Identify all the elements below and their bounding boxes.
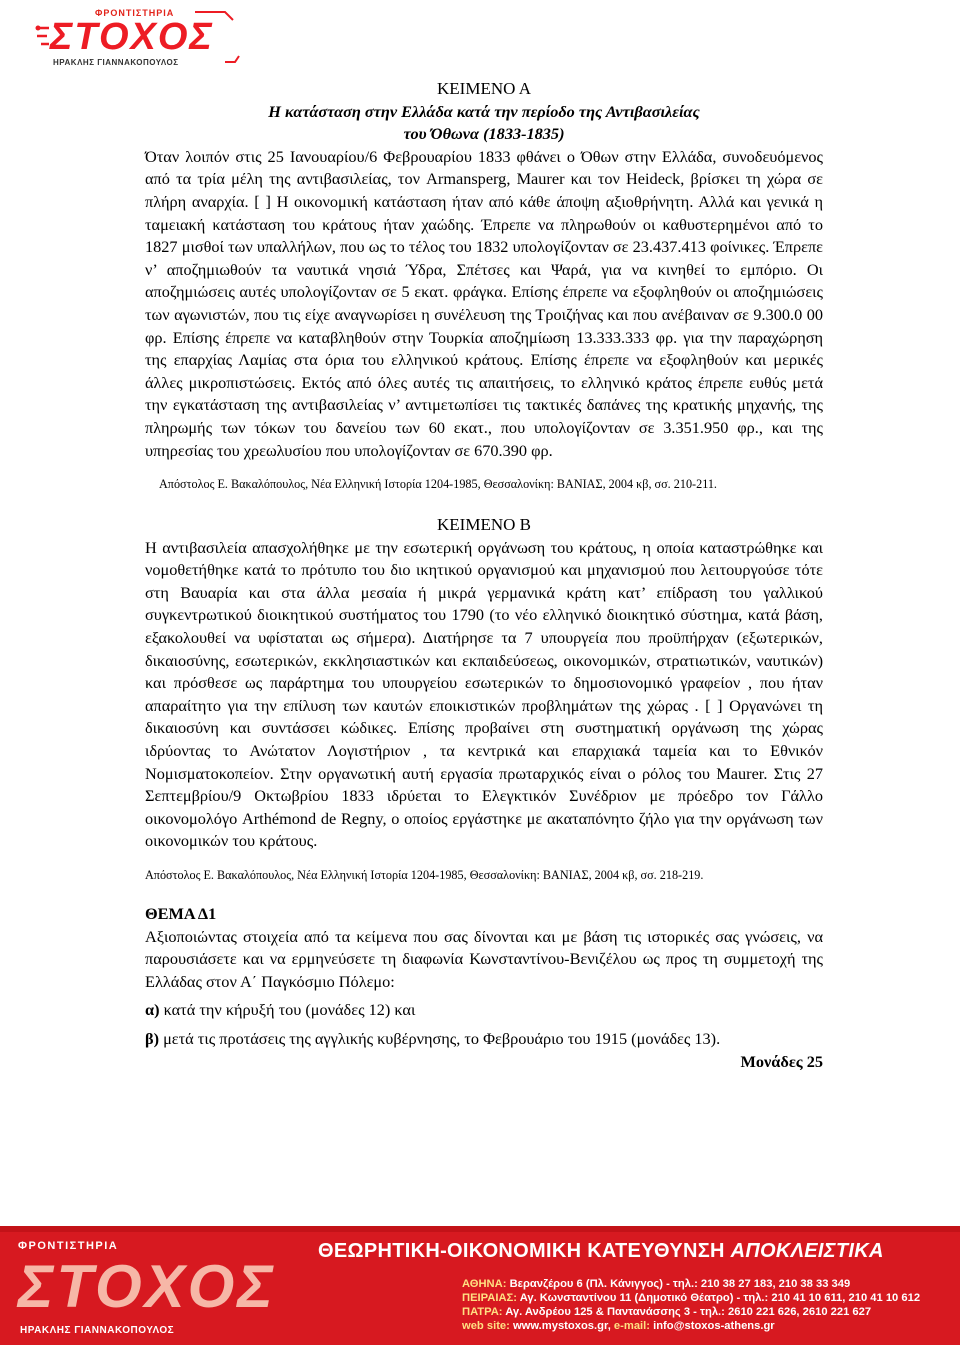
footer-heading-main: ΘΕΩΡΗΤΙΚΗ-ΟΙΚΟΝΟΜΙΚΗ ΚΑΤΕΥΘΥΝΣΗ <box>318 1240 725 1262</box>
text-a-subtitle-line-2: του Όθωνα (1833-1835) <box>403 124 565 144</box>
text-b-title: ΚΕΙΜΕΝΟ Β <box>437 515 531 535</box>
footer-logo-wordmark: ΣΤΟΧΟΣ <box>18 1253 276 1320</box>
logo-tagline: ΦΡΟΝΤΙΣΤΗΡΙΑ <box>95 8 175 18</box>
footer-stripe <box>0 1226 960 1232</box>
question-item-a-label: α) <box>145 1000 160 1020</box>
footer-heading-emphasis: ΑΠΟΚΛΕΙΣΤΙΚΑ <box>730 1240 884 1262</box>
text-a-source: Απόστολος Ε. Βακαλόπουλος, Νέα Ελληνική Ιστορία 1204-1985, Θεσσαλονίκη: ΒΑΝΙΑΣ, 2004 κβ, σσ. 210-211. <box>159 477 717 492</box>
question-points: Μονάδες 25 <box>740 1051 823 1071</box>
text-a-body: Όταν λοιπόν στις 25 Ιανουαρίου/6 Φεβρουαρίου 1833 φθάνει ο Όθων στην Ελλάδα, συνοδευόμενος από τα τρία μέλη της αντιβασιλείας, τον Armansperg, Maurer και τον Heideck, βρίσκει τη χώρα σε πλήρη αναρχία. [ ] Η οικονομική κατάσταση ήταν από κάθε άποψη αξιοθρήνητη. Αλλά και γενικά η ταμειακή κατάσταση του κράτους ήταν χαώδης. Έπρεπε να πληρωθούν οι καθυστερημένοι από το 1827 μισθοί των υπαλλήλων, που ως το τέλος του 1832 υπολογίζονταν σε 23.437.413 φοίνικες. Έπρεπε ν’ αποζημιωθούν τα ναυτικά νησιά Ύδρα, Σπέτσες και Ψαρά, για να κινηθεί το εμπόριο. Οι αποζημιώσεις αυτές υπολογίζονταν σε 5 εκατ. φράγκα. Επίσης έπρεπε να εξοφληθούν οι αποζημιώσεις των αγωνιστών, που τις είχε αναγνωρίσει η συνέλευση της Τροιζήνας και που ανέβαιναν σε 9.300.0 00 φρ. Επίσης έπρεπε να καταβληθούν στην Τουρκία αποζημίωση 13.333.333 φρ. για την παραχώρηση της επαρχίας Λαμίας στα όρια του ελληνικού κράτους. Επίσης έπρεπε να εξοφληθούν και μερικές άλλες μικροπιστώσεις. Εκτός από όλες αυτές τις απαιτήσεις, το ελληνικό κράτος έπρεπε ευθύς μετά την εγκατάσταση της αντιβασιλείας ν’ αντιμετωπίσει τις τακτικές δαπάνες της κρατικής μηχανής, της πληρωμής των τόκων του δανείου των 60 εκατ., που υπολογίζονταν σε 3.351.950 φρ., και της υπηρεσίας του χρεωλυσίου που υπολογίζονταν σε 670.390 φρ. <box>145 146 823 460</box>
footer-logo-owner-name: ΗΡΑΚΛΗΣ ΓΙΑΝΝΑΚΟΠΟΥΛΟΣ <box>20 1325 175 1336</box>
text-a-title: ΚΕΙΜΕΝΟ Α <box>437 79 531 98</box>
logo-wordmark: ΣΤΟΧΟΣ <box>50 16 214 58</box>
text-b-source: Απόστολος Ε. Βακαλόπουλος, Νέα Ελληνική Ιστορία 1204-1985, Θεσσαλονίκη: ΒΑΝΙΑΣ, 2004 κβ, σσ. 218-219. <box>145 868 704 882</box>
footer-piraeus-label: ΠΕΙΡΑΙΑΣ: <box>462 1292 517 1304</box>
header-logo <box>35 8 240 68</box>
footer-piraeus-text: Αγ. Κωνσταντίνου 11 (Δημοτικό Θέατρο) - τηλ.: 210 41 10 611, 210 41 10 612 <box>519 1292 921 1304</box>
footer-email-link[interactable]: info@stoxos-athens.gr <box>653 1320 775 1332</box>
footer-logo-tagline: ΦΡΟΝΤΙΣΤΗΡΙΑ <box>18 1240 119 1252</box>
footer-banner <box>0 1226 960 1345</box>
footer-address-patra <box>462 1306 871 1318</box>
text-a-subtitle-line-1: Η κατάσταση στην Ελλάδα κατά την περίοδο της Αντιβασιλείας <box>268 101 700 121</box>
question-title: ΘΕΜΑ Δ1 <box>145 904 217 923</box>
footer-athens-text: Βερανζέρου 6 (Πλ. Κάνιγγος) - τηλ.: 210 38 27 183, 210 38 33 349 <box>509 1278 851 1290</box>
footer-email-label: e-mail: <box>613 1320 650 1332</box>
footer-address-athens <box>462 1278 850 1290</box>
footer-address-piraeus <box>462 1292 920 1304</box>
footer-heading <box>318 1240 884 1263</box>
question-item-a <box>145 999 823 1022</box>
question-item-b-text: μετά τις προτάσεις της αγγλικής κυβέρνησης, το Φεβρουάριο του 1915 (μονάδες 13). <box>163 1028 721 1048</box>
text-b-body: Η αντιβασιλεία απασχολήθηκε με την εσωτερική οργάνωση του κράτους, η οποία καταστρώθηκε και νομοθετήθηκε κατά το πρότυπο του διο ικητικού οργανισμού και μηχανισμού που λειτουργούσε τότε στη Βαυαρία και στα άλλα μεσαία ή μικρά γερμανικά κράτη κατ’ επίδραση του γαλλικού συγκεντρωτικού διοικητικού συστήματος του 1790 (το νέο ελληνικό διοικητικό σύστημα, κατά βάση, εξακολουθεί να υφίσταται ως σήμερα). Διατήρησε τα 7 υπουργεία που προϋπήρχαν (εξωτερικών, δικαιοσύνης, εσωτερικών, εκκλησιαστικών και εκπαιδεύσεως, οικονομικών, στρατιωτικών, ναυτικών) και πρόσθεσε ως παράρτημα του υπουργείου εσωτερικών το δημοσιονομικό γραφείον , που ήταν απαραίτητο για την επίλυση των καυτών εποικιστικών προβλημάτων της χώρας . [ ] Οργανώνει τη δικαιοσύνη και συντάσσει κώδικες. Επίσης προβαίνει στη συστηματική οργάνωση της χώρας ιδρύοντας το Ανώτατον Λογιστήριον , τα κεντρικά και επαρχιακά ταμεία και το Εθνικόν Νομισματοκοπείον. Στην οργανωτική αυτή εργασία πρωταρχικός είναι ο ρόλος του Maurer. Στις 27 Σεπτεμβρίου/9 Οκτωβρίου 1833 ιδρύεται το Ελεγκτικόν Συνέδριον με πρόεδρο τον Γάλλο οικονομολόγο Arthémond de Regny, ο οποίος εργάστηκε με ακαταπόνητο ζήλο για την οργάνωση των οικονομικών του κράτους. <box>145 537 823 851</box>
footer-web-link[interactable]: www.mystoxos.gr, <box>512 1320 611 1332</box>
question-item-b-label: β) <box>145 1028 159 1048</box>
footer-athens-label: ΑΘΗΝΑ: <box>462 1278 507 1290</box>
document-body <box>145 78 823 1073</box>
question-item-a-text: κατά την κήρυξή του (μονάδες 12) και <box>163 1000 416 1020</box>
footer-web-label: web site: <box>462 1320 510 1332</box>
question-prompt: Αξιοποιώντας στοιχεία από τα κείμενα που σας δίνονται και με βάση τις ιστορικές σας γνώσεις, να παρουσιάσετε και να ερμηνεύσετε τη διαφωνία Κωνσταντίνου-Βενιζέλου ως προς τη συμμετοχή της Ελλάδας στον Α΄ Παγκόσμιο Πόλεμο: <box>145 926 823 991</box>
footer-patra-label: ΠΑΤΡΑ: <box>462 1306 503 1318</box>
question-item-b <box>145 1028 823 1051</box>
footer-patra-text: Αγ. Ανδρέου 125 & Παντανάσσης 3 - τηλ.: 2610 221 626, 2610 221 627 <box>505 1306 872 1318</box>
footer-contact <box>462 1320 775 1332</box>
logo-owner-name: ΗΡΑΚΛΗΣ ΓΙΑΝΝΑΚΟΠΟΥΛΟΣ <box>53 58 179 67</box>
